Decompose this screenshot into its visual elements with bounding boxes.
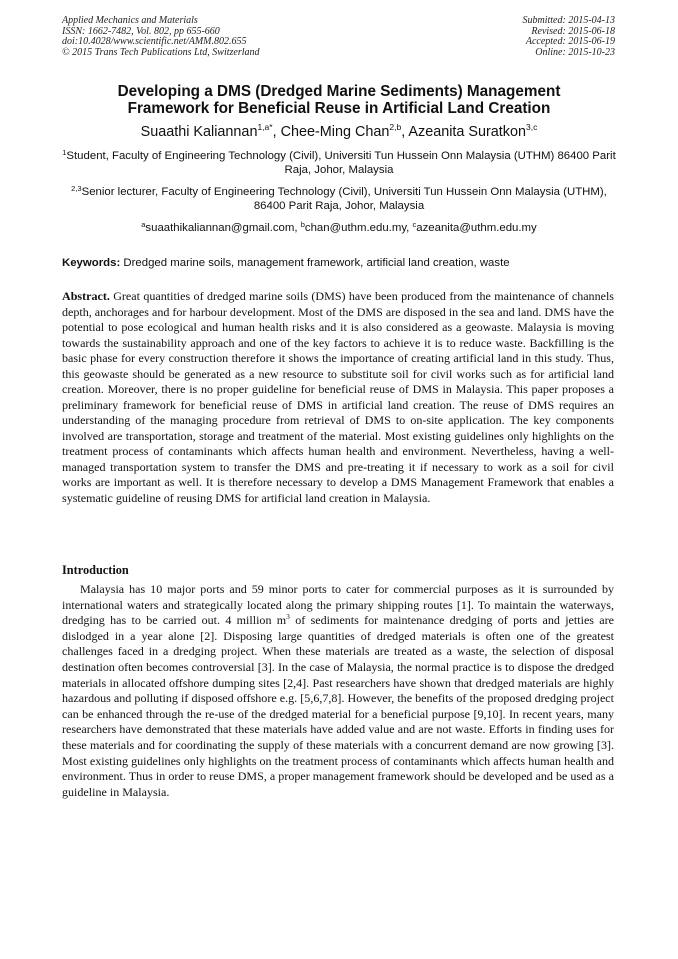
author-superscript: 2,b <box>389 122 402 132</box>
author-emails <box>56 221 622 235</box>
keywords-text: Dredged marine soils, management framework, artificial land creation, waste <box>120 257 510 269</box>
author-separator: , <box>272 124 281 140</box>
author-list <box>40 124 638 141</box>
author-superscript: 3,c <box>526 122 538 132</box>
email-separator: , <box>406 222 413 234</box>
journal-copyright: © 2015 Trans Tech Publications Ltd, Switzerland <box>62 46 260 58</box>
paper-title <box>40 83 638 117</box>
email-superscript: c <box>412 220 417 229</box>
author-name: Chee-Ming Chan <box>280 124 390 140</box>
author-superscript: 1,a* <box>257 122 273 132</box>
email-link[interactable]: suaathikaliannan@gmail.com <box>145 222 295 234</box>
affiliation-text: Senior lecturer, Faculty of Engineering Technology (Civil), Universiti Tun Hussein Onn Malaysia (UTHM), 86400 Parit Raja, Johor, Malaysia <box>81 186 607 213</box>
author-name: Azeanita Suratkon <box>408 124 527 140</box>
affiliation-text: Student, Faculty of Engineering Technology (Civil), Universiti Tun Hussein Onn Malaysia (UTHM) 86400 Parit Raja, Johor, Malaysia <box>66 150 616 177</box>
email-separator: , <box>294 222 301 234</box>
unit-superscript: 3 <box>286 612 290 622</box>
keywords-label: Keywords: <box>62 257 121 269</box>
journal-issn: ISSN: 1662-7482, Vol. 802, pp 655-660 <box>62 25 220 37</box>
author-name: Suaathi Kaliannan <box>140 124 258 140</box>
section-heading-introduction: Introduction <box>62 563 129 577</box>
intro-text-part-1: Malaysia has 10 major ports and 59 minor ports to cater for commercial purposes as it is surrounded by international waters and strategically located along the primary shipping routes [1]. To maintain the waterways, dredging has to be carried out. 4 million m <box>62 582 614 628</box>
email-superscript: a <box>141 220 146 229</box>
journal-doi[interactable]: doi:10.4028/www.scientific.net/AMM.802.655 <box>62 36 247 48</box>
intro-text-part-2: of sediments for maintenance dredging of ports and jetties are dislodged in a year alone [2]. Disposing large quantities of dredged materials is often one of the greatest challenges faced in a dredging project. When these materials are treated as a waste, the selection of disposal destination often becomes controversial [3]. In the case of Malaysia, the normal practice is to dispose the dredged materials in allocated offshore dumping sites [2,4]. Past researchers have shown that dredged materials are highly hazardous and polluting if disposed offshore e.g. [5,6,7,8]. However, the benefits of the proposed dredging project can be enhanced through the re-use of the dredged material for a beneficial purpose [9,10]. In recent years, many researchers have demonstrated that these materials have added value and are not waste. Efforts in finding uses for these materials and for coordinating the supply of these materials with a concurrent demand are now growing [3]. Most existing guidelines only highlights on the treatment process of contaminants which affects human health and environment. Thus in order to reuse DMS, a proper management framework should be developed and be used as a guideline in Malaysia. <box>62 613 614 799</box>
publication-dates <box>523 16 616 58</box>
title-line-2: Framework for Beneficial Reuse in Artificial Land Creation <box>127 100 551 117</box>
abstract-text: Great quantities of dredged marine soils (DMS) have been produced from the maintenance of channels depth, anchorages and for harbour development. Most of the DMS are disposed in the sea and land. DMS have the potential to pose ecological and human health risks and it is also considered as a geowaste. Malaysia is moving towards the sustainability approach and one of the key factors to achieve it is to reduce waste. Backfilling is the basic phase for every construction therefore it shows the importance of creating artificial land in this study. Thus, this geowaste should be generated as a new resource to substitute soil for civil works such as for artificial land creation. Moreover, there is no proper guideline for beneficial reuse of DMS in Malaysia. This paper proposes a preliminary framework for beneficial reuse of DMS in artificial land creation. The reuse of DMS requires an understanding of the managing procedure from retrieval of DMS to on-site application. The key components involved are transportation, storage and treatment of the material. Most existing guidelines only highlights on the treatment process of contaminants which affects human health and environment. Nevertheless, having a well-managed transportation system to transfer the DMS and pre-treating it if necessary to work as a soil for civil works are important as well. It is therefore necessary to develop a DMS Management Framework that enables a systematic guideline of reusing DMS for artificial land creation in Malaysia. <box>62 289 615 505</box>
keywords <box>62 256 622 270</box>
affiliation-1 <box>56 149 622 178</box>
email-link[interactable]: azeanita@uthm.edu.my <box>416 222 537 234</box>
affiliation-superscript: 2,3 <box>71 184 82 193</box>
email-superscript: b <box>300 220 305 229</box>
journal-name: Applied Mechanics and Materials <box>62 15 198 26</box>
title-line-1: Developing a DMS (Dredged Marine Sediments) Management <box>117 83 561 100</box>
introduction-paragraph <box>62 582 614 800</box>
abstract <box>62 289 614 506</box>
date-revised: Revised: 2015-06-18 <box>531 25 615 37</box>
journal-info <box>62 16 260 58</box>
author-separator: , <box>401 124 409 140</box>
affiliation-2 <box>56 185 622 214</box>
abstract-label: Abstract. <box>62 289 110 303</box>
affiliation-superscript: 1 <box>62 148 67 157</box>
email-link[interactable]: chan@uthm.edu.my <box>304 222 407 234</box>
date-online: Online: 2015-10-23 <box>535 46 615 58</box>
date-accepted: Accepted: 2015-06-19 <box>525 36 615 48</box>
date-submitted: Submitted: 2015-04-13 <box>522 15 615 26</box>
